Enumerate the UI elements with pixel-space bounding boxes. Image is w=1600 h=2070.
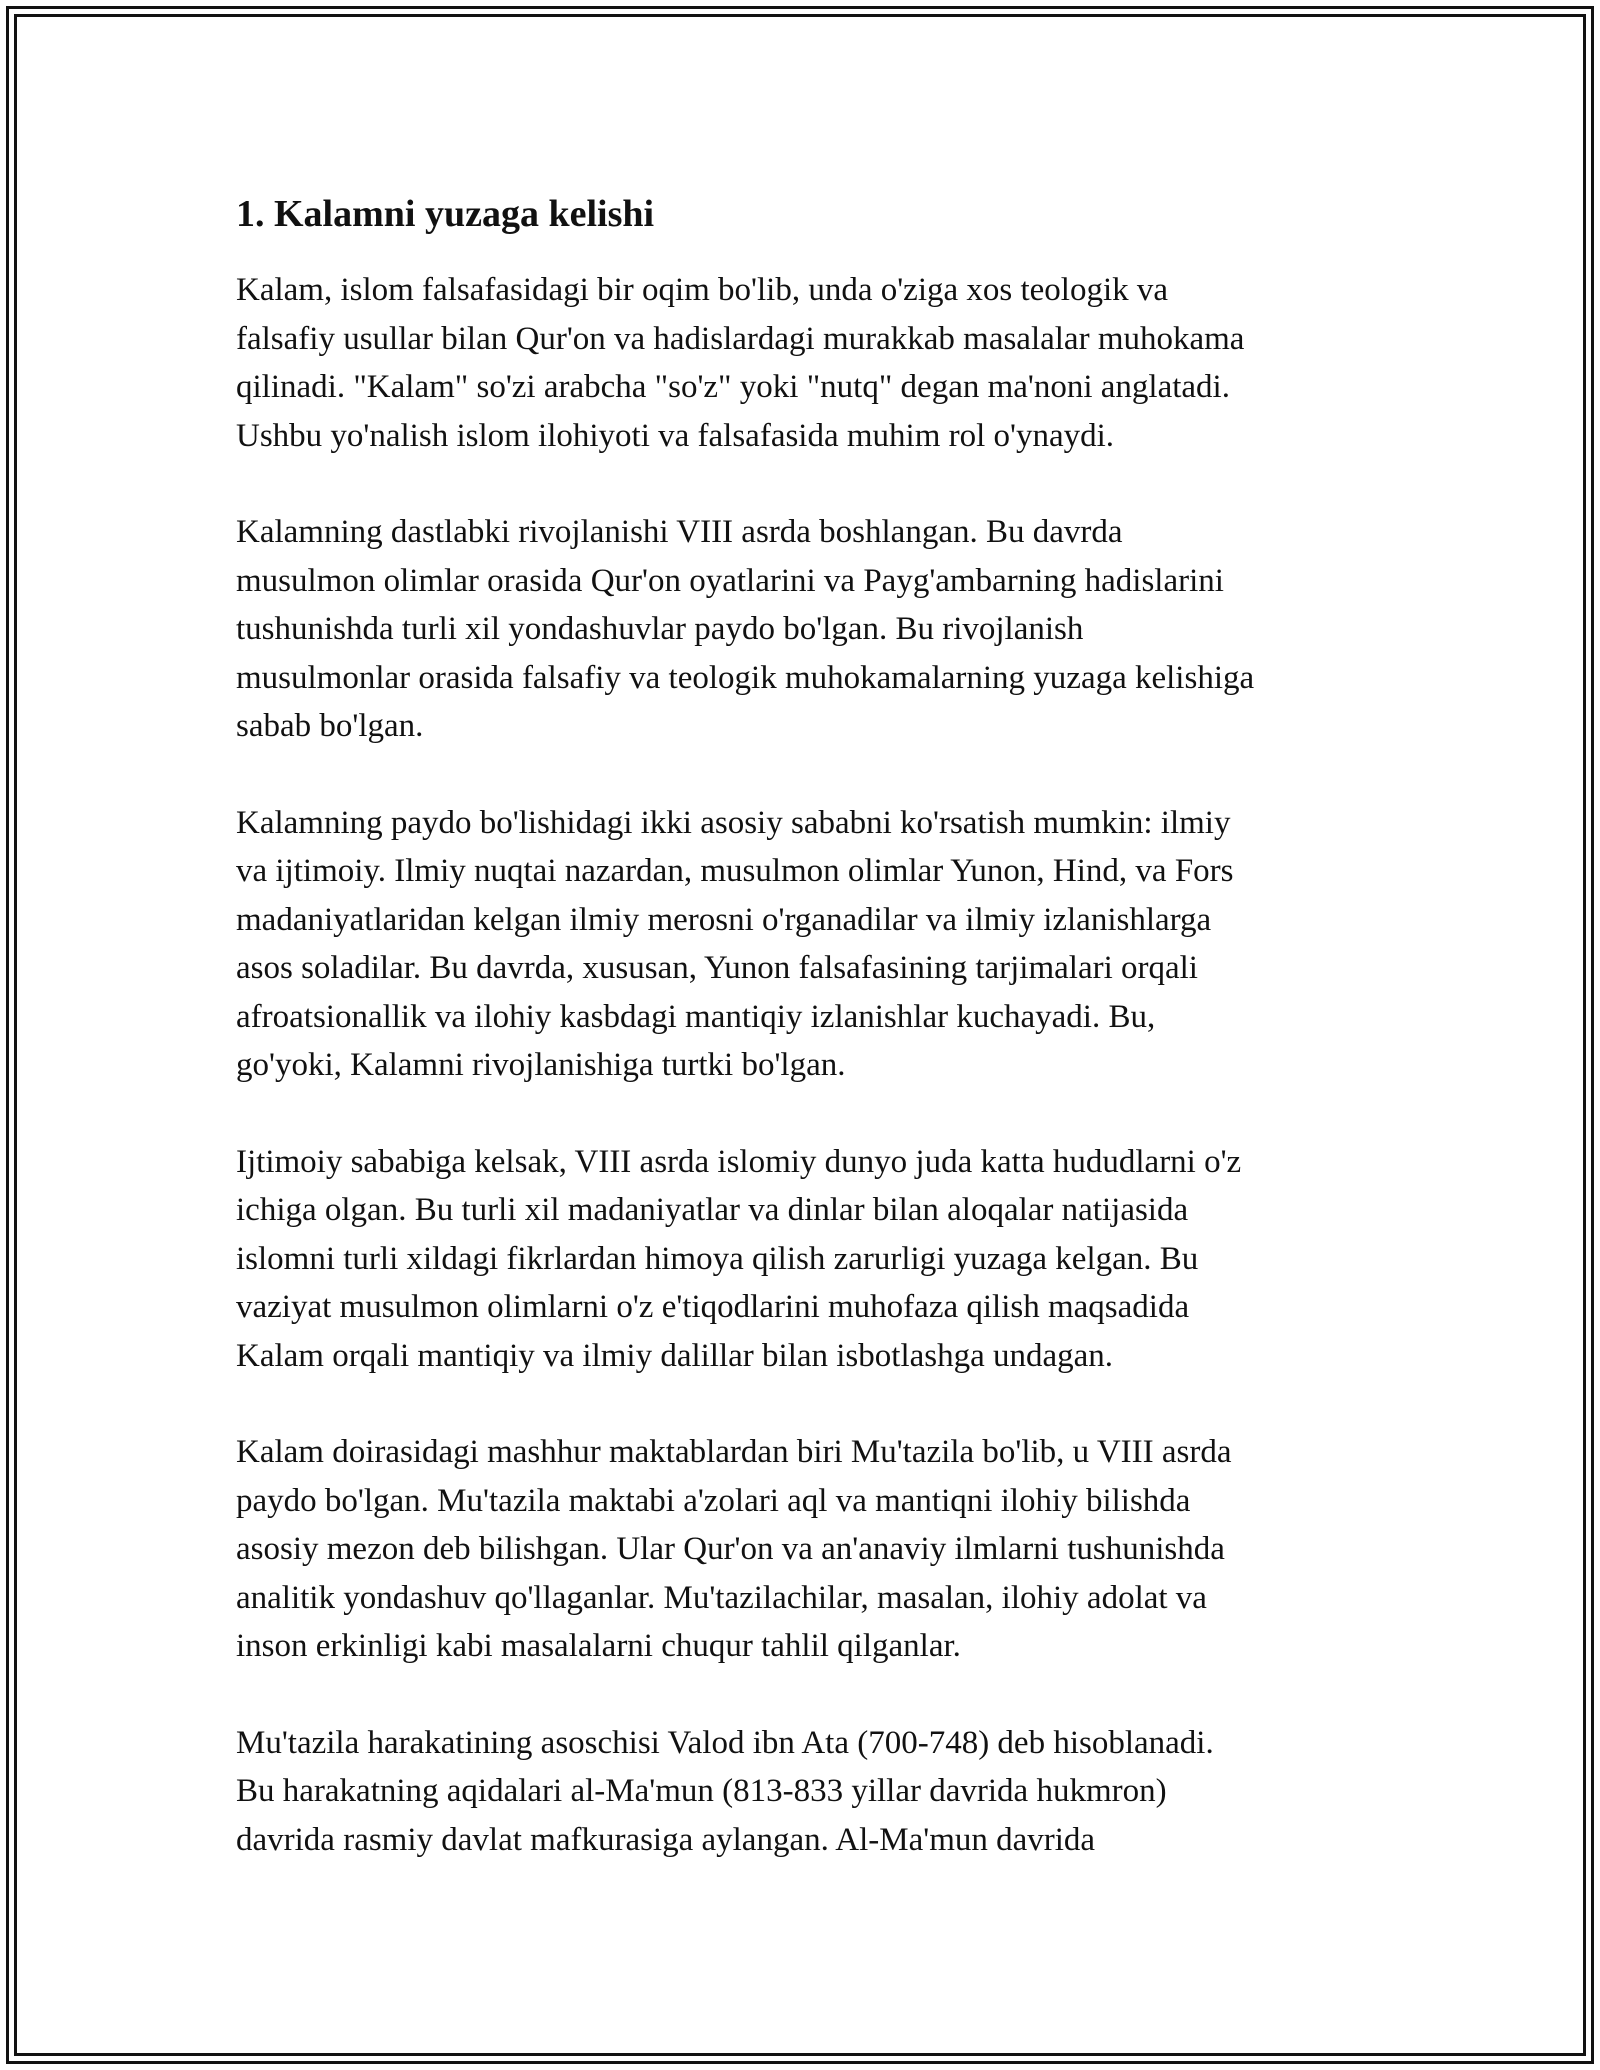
paragraph-4: Ijtimoiy sababiga kelsak, VIII asrda islomiy dunyo juda katta hududlarni o'z ichiga olgan. Bu turli xil madaniyatlar va dinlar bilan aloqalar natijasida islomni turli xildagi fikrlardan himoya qilish zarurligi yuzaga kelgan. Bu vaziyat musulmon olimlarni o'z e'tiqodlarini muhofaza qilish maqsadida Kalam orqali mantiqiy va ilmiy dalillar bilan isbotlashga undagan. — [236, 1143, 1242, 1374]
paragraph-1: Kalam, islom falsafasidagi bir oqim bo'lib, unda o'ziga xos teologik va falsafiy usullar bilan Qur'on va hadislardagi murakkab masalalar muhokama qilinadi. "Kalam" so'zi arabcha "so'z" yoki "nutq" degan ma'noni anglatadi. Ushbu yo'nalish islom ilohiyoti va falsafasida muhim rol o'ynaydi. — [236, 272, 1245, 454]
section-heading: 1. Kalamni yuzaga kelishi — [236, 193, 655, 235]
paragraph-3: Kalamning paydo bo'lishidagi ikki asosiy sababni ko'rsatish mumkin: ilmiy va ijtimoiy. Ilmiy nuqtai nazardan, musulmon olimlar Yunon, Hind, va Fors madaniyatlaridan kelgan ilmiy merosni o'rganadilar va ilmiy izlanishlarga asos soladilar. Bu davrda, xususan, Yunon falsafasining tarjimalari orqali afroatsionallik va ilohiy kasbdagi mantiqiy izlanishlar kuchayadi. Bu, go'yoki, Kalamni rivojlanishiga turtki bo'lgan. — [236, 804, 1234, 1083]
paragraph-2: Kalamning dastlabki rivojlanishi VIII asrda boshlangan. Bu davrda musulmon olimlar orasida Qur'on oyatlarini va Payg'ambarning hadislarini tushunishda turli xil yondashuvlar paydo bo'lgan. Bu rivojlanish musulmonlar orasida falsafiy va teologik muhokamalarning yuzaga kelishiga sabab bo'lgan. — [236, 514, 1255, 744]
paragraph-6: Mu'tazila harakatining asoschisi Valod ibn Ata (700-748) deb hisoblanadi. Bu harakatning aqidalari al-Ma'mun (813-833 yillar davrida hukmron) davrida rasmiy davlat mafkurasiga aylangan. Al-Ma'mun davrida — [236, 1724, 1214, 1858]
document-body — [236, 186, 1376, 1864]
paragraph-5: Kalam doirasidagi mashhur maktablardan biri Mu'tazila bo'lib, u VIII asrda paydo bo'lgan. Mu'tazila maktabi a'zolari aql va mantiqni ilohiy bilishda asosiy mezon deb bilishgan. Ular Qur'on va an'anaviy ilmlarni tushunishda analitik yondashuv qo'llaganlar. Mu'tazilachilar, masalan, ilohiy adolat va inson erkinligi kabi masalalarni chuqur tahlil qilganlar. — [236, 1434, 1232, 1664]
